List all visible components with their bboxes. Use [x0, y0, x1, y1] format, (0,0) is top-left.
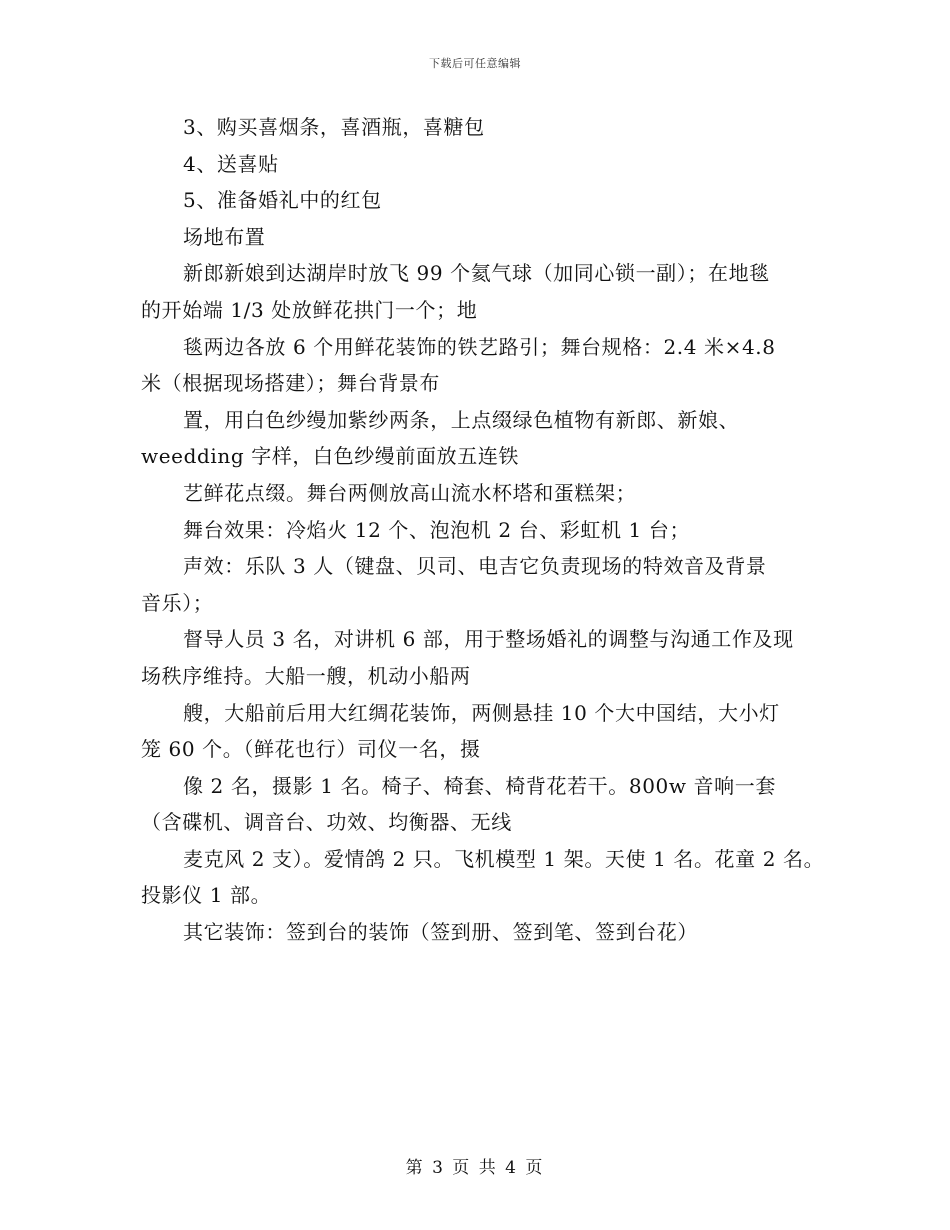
text-line: 其它装饰：签到台的装饰（签到册、签到笔、签到台花）	[183, 920, 698, 945]
text-line: （含碟机、调音台、功效、均衡器、无线	[141, 810, 512, 835]
text-line: 艘，大船前后用大红绸花装饰，两侧悬挂 10 个大中国结，大小灯	[183, 700, 780, 725]
document-body	[141, 109, 825, 951]
text-line: 麦克风 2 支）。爱情鸽 2 只。飞机模型 1 架。天使 1 名。花童 2 名。	[183, 846, 825, 871]
text-line: 舞台效果：冷焰火 12 个、泡泡机 2 台、彩虹机 1 台；	[183, 517, 691, 542]
text-line: 置，用白色纱缦加紫纱两条，上点缀绿色植物有新郎、新娘、	[183, 407, 740, 432]
page-header: 下载后可任意编辑	[429, 57, 521, 70]
text-line: 4、送喜贴	[183, 151, 279, 176]
text-line: 场秩序维持。大船一艘，机动小船两	[141, 663, 471, 688]
text-line: 毯两边各放 6 个用鲜花装饰的铁艺路引；舞台规格：2.4 米×4.8	[183, 334, 776, 359]
text-line: 声效：乐队 3 人（键盘、贝司、电吉它负责现场的特效音及背景	[183, 554, 767, 579]
text-line: 场地布置	[183, 224, 266, 249]
text-line: 新郎新娘到达湖岸时放飞 99 个氦气球（加同心锁一副）；在地毯	[183, 261, 770, 286]
text-line: 的开始端 1/3 处放鲜花拱门一个；地	[141, 297, 478, 322]
text-line: 音乐）；	[141, 590, 214, 615]
text-line: 5、准备婚礼中的红包	[183, 188, 382, 213]
text-line: 艺鲜花点缀。舞台两侧放高山流水杯塔和蛋糕架；	[183, 480, 637, 505]
text-line: weedding 字样，白色纱缦前面放五连铁	[141, 444, 520, 469]
text-line: 米（根据现场搭建）；舞台背景布	[141, 371, 440, 396]
text-line: 笼 60 个。（鲜花也行）司仪一名，摄	[141, 737, 481, 762]
page-footer: 第 3 页 共 4 页	[405, 1158, 545, 1178]
text-line: 投影仪 1 部。	[141, 883, 272, 908]
text-line: 像 2 名，摄影 1 名。椅子、椅套、椅背花若干。800w 音响一套	[183, 773, 776, 798]
text-line: 3、购买喜烟条，喜酒瓶，喜糖包	[183, 115, 485, 139]
text-line: 督导人员 3 名，对讲机 6 部，用于整场婚礼的调整与沟通工作及现	[183, 627, 794, 652]
